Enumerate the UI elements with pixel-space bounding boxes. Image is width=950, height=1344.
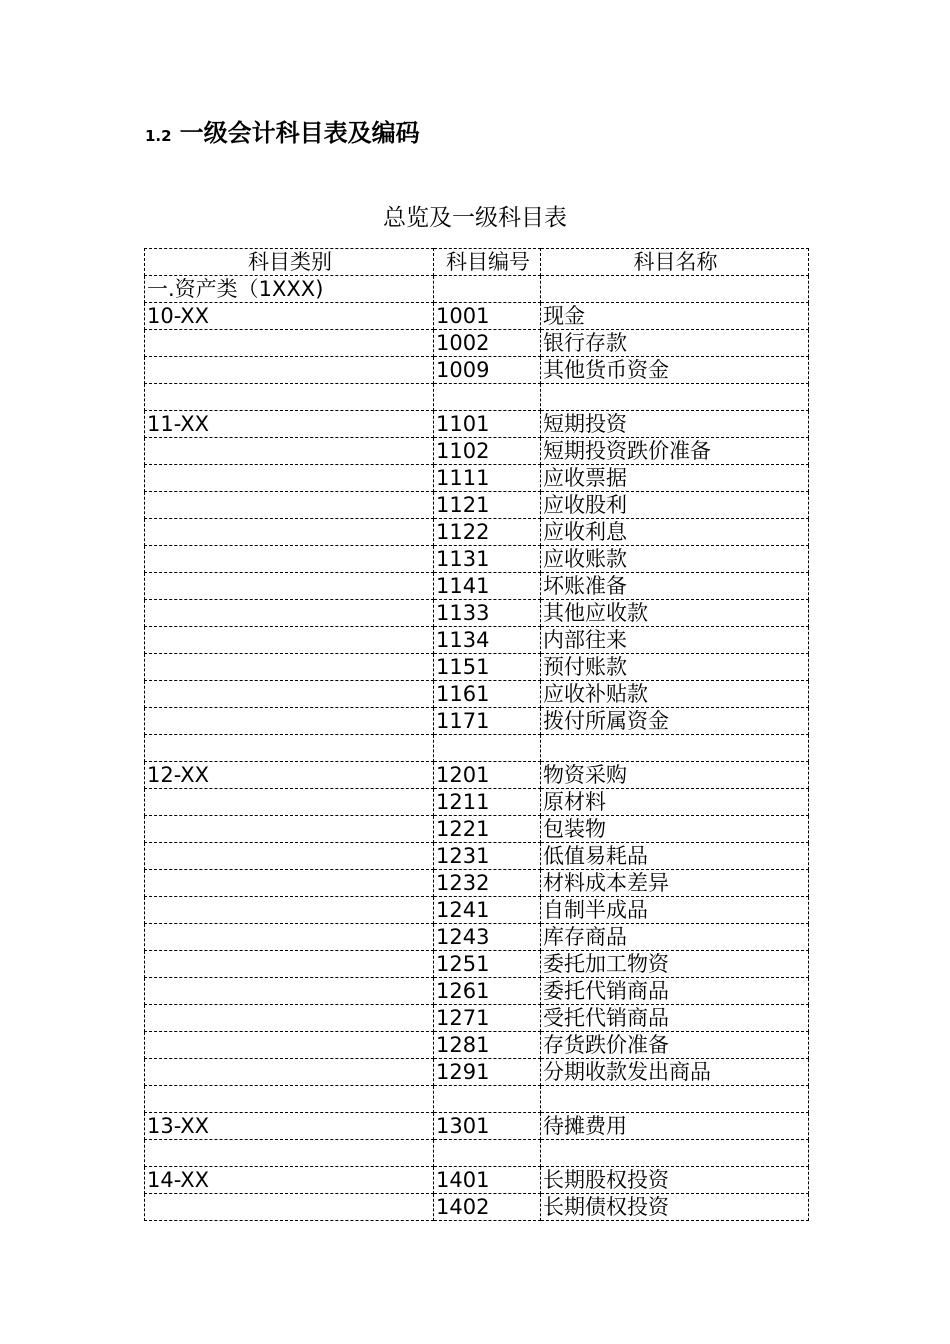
cell-name: 内部往来 bbox=[541, 627, 809, 654]
cell-name: 材料成本差异 bbox=[541, 870, 809, 897]
cell-code: 1133 bbox=[434, 600, 541, 627]
cell-code: 1131 bbox=[434, 546, 541, 573]
cell-name: 坏账准备 bbox=[541, 573, 809, 600]
table-row bbox=[145, 789, 809, 816]
cell-code: 1221 bbox=[434, 816, 541, 843]
cell-category: 10-XX bbox=[145, 303, 434, 330]
cell-code: 1002 bbox=[434, 330, 541, 357]
cell-category bbox=[145, 573, 434, 600]
table-row bbox=[145, 978, 809, 1005]
cell-name: 自制半成品 bbox=[541, 897, 809, 924]
table-row bbox=[145, 465, 809, 492]
table-row bbox=[145, 735, 809, 762]
table-row bbox=[145, 1140, 809, 1167]
cell-name: 原材料 bbox=[541, 789, 809, 816]
table-row bbox=[145, 627, 809, 654]
cell-name: 委托加工物资 bbox=[541, 951, 809, 978]
cell-name: 应收账款 bbox=[541, 546, 809, 573]
cell-code: 1141 bbox=[434, 573, 541, 600]
cell-name: 委托代销商品 bbox=[541, 978, 809, 1005]
table-row bbox=[145, 816, 809, 843]
table-row bbox=[145, 681, 809, 708]
section-number: 1.2 bbox=[145, 127, 172, 145]
table-row bbox=[145, 546, 809, 573]
cell-category bbox=[145, 492, 434, 519]
cell-category bbox=[145, 654, 434, 681]
table-row bbox=[145, 330, 809, 357]
cell-name: 待摊费用 bbox=[541, 1113, 809, 1140]
cell-code: 1161 bbox=[434, 681, 541, 708]
cell-name: 库存商品 bbox=[541, 924, 809, 951]
cell-category bbox=[145, 546, 434, 573]
cell-code: 1001 bbox=[434, 303, 541, 330]
table-row bbox=[145, 600, 809, 627]
table-row bbox=[145, 870, 809, 897]
cell-category bbox=[145, 384, 434, 411]
cell-name: 物资采购 bbox=[541, 762, 809, 789]
cell-category: 一.资产类（1XXX) bbox=[145, 276, 434, 303]
cell-name bbox=[541, 384, 809, 411]
cell-name: 包装物 bbox=[541, 816, 809, 843]
column-header-category: 科目类别 bbox=[145, 249, 434, 276]
cell-category bbox=[145, 816, 434, 843]
cell-code: 1122 bbox=[434, 519, 541, 546]
cell-name: 长期债权投资 bbox=[541, 1194, 809, 1221]
column-header-code: 科目编号 bbox=[434, 249, 541, 276]
cell-name: 受托代销商品 bbox=[541, 1005, 809, 1032]
cell-code bbox=[434, 384, 541, 411]
table-row bbox=[145, 924, 809, 951]
cell-category bbox=[145, 897, 434, 924]
cell-code: 1201 bbox=[434, 762, 541, 789]
cell-code: 1241 bbox=[434, 897, 541, 924]
cell-code: 1271 bbox=[434, 1005, 541, 1032]
cell-category bbox=[145, 465, 434, 492]
table-row bbox=[145, 762, 809, 789]
cell-code: 1401 bbox=[434, 1167, 541, 1194]
section-heading bbox=[145, 118, 420, 151]
cell-category bbox=[145, 870, 434, 897]
cell-code: 1281 bbox=[434, 1032, 541, 1059]
cell-name bbox=[541, 276, 809, 303]
cell-category: 12-XX bbox=[145, 762, 434, 789]
cell-name: 拨付所属资金 bbox=[541, 708, 809, 735]
table-row bbox=[145, 1059, 809, 1086]
table-row bbox=[145, 303, 809, 330]
cell-code: 1101 bbox=[434, 411, 541, 438]
cell-code: 1171 bbox=[434, 708, 541, 735]
table-row bbox=[145, 519, 809, 546]
table-row bbox=[145, 492, 809, 519]
cell-code: 1261 bbox=[434, 978, 541, 1005]
table-row bbox=[145, 1086, 809, 1113]
cell-category bbox=[145, 789, 434, 816]
cell-code: 1301 bbox=[434, 1113, 541, 1140]
cell-code bbox=[434, 276, 541, 303]
table-row bbox=[145, 411, 809, 438]
cell-name: 银行存款 bbox=[541, 330, 809, 357]
cell-category bbox=[145, 1005, 434, 1032]
cell-category bbox=[145, 681, 434, 708]
table-row bbox=[145, 276, 809, 303]
cell-category bbox=[145, 438, 434, 465]
cell-category bbox=[145, 600, 434, 627]
cell-code bbox=[434, 1086, 541, 1113]
cell-code: 1211 bbox=[434, 789, 541, 816]
cell-name: 现金 bbox=[541, 303, 809, 330]
cell-category bbox=[145, 627, 434, 654]
cell-code: 1291 bbox=[434, 1059, 541, 1086]
section-title: 一级会计科目表及编码 bbox=[179, 119, 420, 147]
table-row bbox=[145, 897, 809, 924]
cell-category bbox=[145, 330, 434, 357]
cell-category bbox=[145, 978, 434, 1005]
cell-name: 短期投资 bbox=[541, 411, 809, 438]
cell-category bbox=[145, 1032, 434, 1059]
cell-code: 1111 bbox=[434, 465, 541, 492]
cell-code: 1243 bbox=[434, 924, 541, 951]
cell-name bbox=[541, 735, 809, 762]
cell-name: 存货跌价准备 bbox=[541, 1032, 809, 1059]
cell-category bbox=[145, 843, 434, 870]
table-row bbox=[145, 843, 809, 870]
cell-name: 应收补贴款 bbox=[541, 681, 809, 708]
cell-category bbox=[145, 708, 434, 735]
cell-name: 应收股利 bbox=[541, 492, 809, 519]
table-row bbox=[145, 1194, 809, 1221]
cell-name: 应收票据 bbox=[541, 465, 809, 492]
table-header-row bbox=[145, 249, 809, 276]
cell-name: 其他应收款 bbox=[541, 600, 809, 627]
cell-category bbox=[145, 357, 434, 384]
table-row bbox=[145, 573, 809, 600]
table-row bbox=[145, 1167, 809, 1194]
account-table bbox=[144, 248, 809, 1221]
cell-category: 13-XX bbox=[145, 1113, 434, 1140]
table-row bbox=[145, 1032, 809, 1059]
table-row bbox=[145, 951, 809, 978]
cell-category bbox=[145, 519, 434, 546]
cell-category bbox=[145, 1194, 434, 1221]
cell-name: 长期股权投资 bbox=[541, 1167, 809, 1194]
cell-name: 应收利息 bbox=[541, 519, 809, 546]
cell-category bbox=[145, 1059, 434, 1086]
table-row bbox=[145, 384, 809, 411]
cell-name bbox=[541, 1086, 809, 1113]
cell-category: 11-XX bbox=[145, 411, 434, 438]
table-row bbox=[145, 357, 809, 384]
cell-code: 1102 bbox=[434, 438, 541, 465]
table-title: 总览及一级科目表 bbox=[383, 205, 567, 231]
cell-category bbox=[145, 1086, 434, 1113]
cell-code: 1009 bbox=[434, 357, 541, 384]
cell-name bbox=[541, 1140, 809, 1167]
cell-name: 预付账款 bbox=[541, 654, 809, 681]
cell-name: 低值易耗品 bbox=[541, 843, 809, 870]
cell-category bbox=[145, 735, 434, 762]
cell-category: 14-XX bbox=[145, 1167, 434, 1194]
cell-code bbox=[434, 1140, 541, 1167]
cell-name: 其他货币资金 bbox=[541, 357, 809, 384]
table-row bbox=[145, 708, 809, 735]
cell-code: 1134 bbox=[434, 627, 541, 654]
cell-category bbox=[145, 1140, 434, 1167]
cell-category bbox=[145, 951, 434, 978]
cell-code: 1231 bbox=[434, 843, 541, 870]
cell-name: 短期投资跌价准备 bbox=[541, 438, 809, 465]
cell-name: 分期收款发出商品 bbox=[541, 1059, 809, 1086]
cell-code bbox=[434, 735, 541, 762]
table-row bbox=[145, 1113, 809, 1140]
cell-code: 1151 bbox=[434, 654, 541, 681]
cell-category bbox=[145, 924, 434, 951]
table-row bbox=[145, 438, 809, 465]
cell-code: 1121 bbox=[434, 492, 541, 519]
cell-code: 1402 bbox=[434, 1194, 541, 1221]
table-row bbox=[145, 1005, 809, 1032]
cell-code: 1251 bbox=[434, 951, 541, 978]
column-header-name: 科目名称 bbox=[541, 249, 809, 276]
table-row bbox=[145, 654, 809, 681]
cell-code: 1232 bbox=[434, 870, 541, 897]
